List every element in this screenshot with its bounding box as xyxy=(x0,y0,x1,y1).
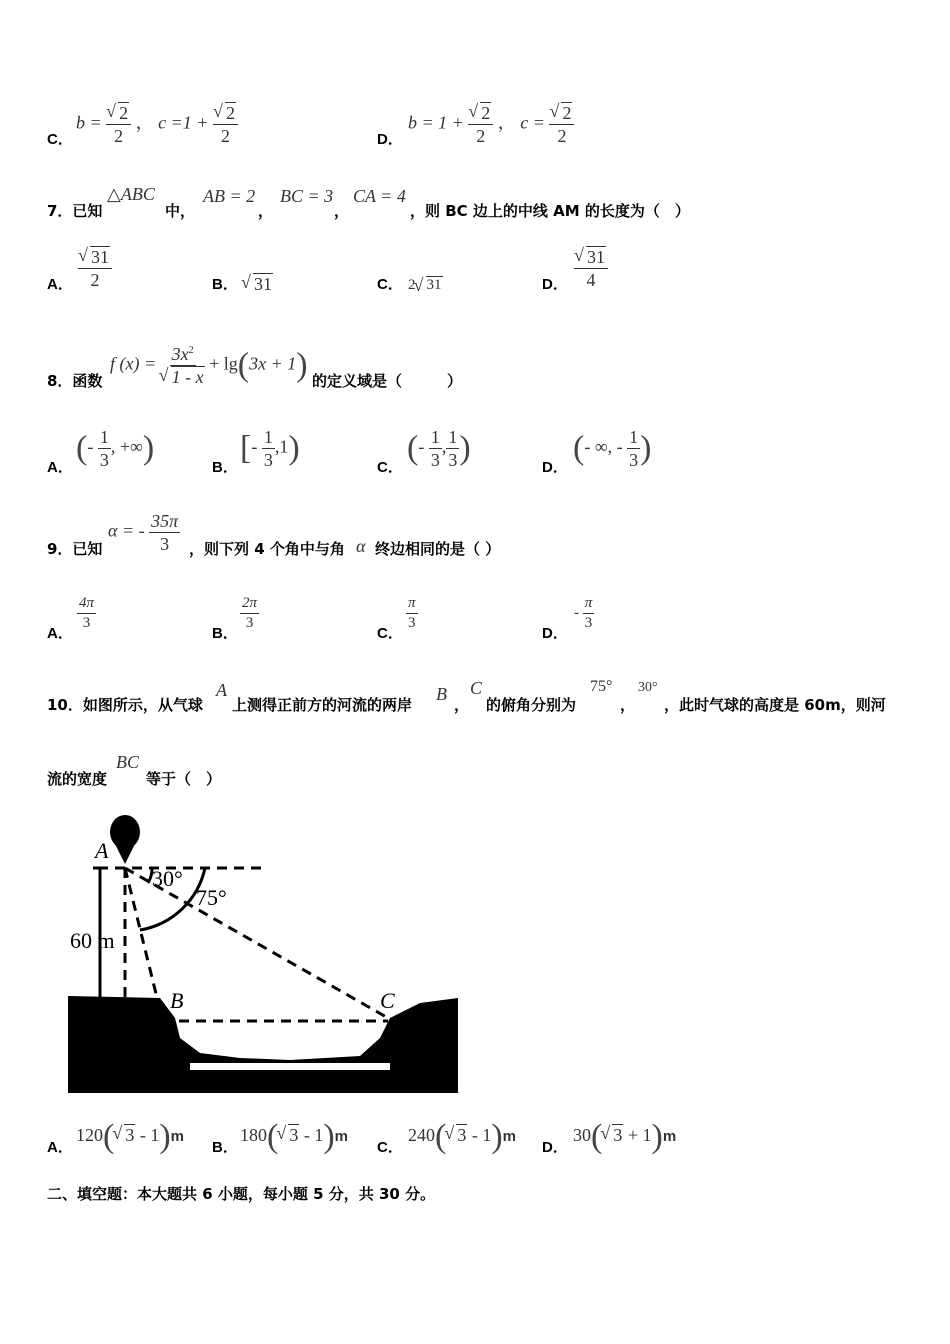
q7-option-c-label: C． xyxy=(377,276,403,293)
q10-option-c-label: C． xyxy=(377,1139,403,1156)
q6-c-b: b = xyxy=(76,112,102,133)
river-water xyxy=(200,1032,380,1043)
sqrt-rad: 2 xyxy=(225,103,235,123)
q10-option-a-label: A． xyxy=(47,1139,73,1156)
q8-option-b: [- $\frac{1}{3}$ ,1) xyxy=(240,427,300,470)
den: 2 xyxy=(220,126,230,146)
fig-label-A: A xyxy=(95,838,109,863)
sqrt-rad: 31 xyxy=(587,247,605,267)
q10-comma: ， xyxy=(454,696,470,714)
unit: m xyxy=(334,1128,348,1146)
den: 3 xyxy=(263,450,273,470)
q9-tail2: 终边相同的是（ ） xyxy=(375,540,501,558)
balloon-basket xyxy=(115,844,135,864)
sqrt-rad: 3 xyxy=(613,1125,623,1146)
q7-option-d-label: D． xyxy=(542,276,568,293)
num: 1 xyxy=(430,427,440,447)
num: 1 xyxy=(448,427,458,447)
q10-option-b-label: B． xyxy=(212,1139,238,1156)
q7-comma2: ， xyxy=(334,202,350,220)
unit: m xyxy=(662,1128,677,1146)
num: π xyxy=(583,596,595,614)
sqrt-rad: 31 xyxy=(426,277,442,293)
q7-ca: CA = 4 xyxy=(353,186,406,206)
q10-line2-a: 流的宽度 xyxy=(47,770,108,788)
q8-option-a: (- $\frac{1}{3}$ , +∞) xyxy=(76,427,155,470)
unit: m xyxy=(170,1128,184,1146)
den: 3 xyxy=(448,450,458,470)
q7-tail: ，则 BC 边上的中线 AM 的长度为（ ） xyxy=(410,202,690,220)
q8-option-a-label: A． xyxy=(47,459,73,476)
q9-option-a-label: A． xyxy=(47,625,73,642)
unit: m xyxy=(502,1128,516,1146)
sqrt-rad: 2 xyxy=(481,103,491,123)
pre: - xyxy=(251,436,258,457)
q6-c-c: c =1 + xyxy=(158,112,209,133)
sqrt-rad: 31 xyxy=(254,274,272,294)
num: 3x xyxy=(171,344,189,364)
q10-option-d: 30(√ 3 + 1)m xyxy=(573,1120,676,1154)
q7-number: 7．已知 xyxy=(47,202,103,220)
sep: ， xyxy=(497,112,516,133)
den: 3 xyxy=(629,450,639,470)
op: + 1 xyxy=(627,1125,652,1146)
q7-option-d xyxy=(574,248,608,289)
q8-tail: 的定义域是（ ） xyxy=(312,372,463,390)
q7-option-a xyxy=(78,248,112,289)
sqrt-rad: 1 - x xyxy=(171,367,204,387)
section-2-heading: 二、填空题：本大题共 6 小题，每小题 5 分，共 30 分。 xyxy=(47,1185,436,1203)
coef: 2 xyxy=(408,277,416,293)
lg: + lg xyxy=(209,353,238,374)
q6-option-d-formula xyxy=(408,104,574,145)
post: ,1 xyxy=(274,436,289,457)
q10-deg30: 30° xyxy=(638,680,658,695)
q9-alpha xyxy=(108,512,180,553)
coef: 120 xyxy=(76,1125,103,1146)
den: 2 xyxy=(114,126,124,146)
river-banks xyxy=(68,996,458,1093)
op: - 1 xyxy=(471,1125,492,1146)
sqrt-rad: 3 xyxy=(125,1125,135,1146)
q8-number: 8．函数 xyxy=(47,372,103,390)
q10-A: A xyxy=(216,680,227,700)
q7-option-a-label: A． xyxy=(47,276,73,293)
q10-C: C xyxy=(470,678,483,698)
q7-ab: AB = 2 xyxy=(203,186,256,206)
q6-option-d-label: D． xyxy=(377,131,403,148)
sqrt-rad: 2 xyxy=(562,103,572,123)
fig-angle-30: 30° xyxy=(152,866,183,891)
q9-tail1: ，则下列 4 个角中与角 xyxy=(189,540,345,558)
den: 3 xyxy=(82,615,91,631)
q9-number: 9．已知 xyxy=(47,540,103,558)
q7-mid: 中， xyxy=(165,202,196,220)
q10-option-d-label: D． xyxy=(542,1139,568,1156)
balloon-icon xyxy=(110,815,140,849)
q10-deg75: 75° xyxy=(590,678,613,695)
q10-line1-b: 上测得正前方的河流的两岸 xyxy=(232,696,413,714)
q6-option-c-label: C． xyxy=(47,131,73,148)
den: 3 xyxy=(584,615,593,631)
river-gap xyxy=(190,1063,390,1070)
fig-angle-75: 75° xyxy=(196,885,227,910)
den: 2 xyxy=(476,126,486,146)
den: 3 xyxy=(160,534,170,554)
num: 1 xyxy=(629,427,639,447)
coef: 180 xyxy=(240,1125,267,1146)
q9-option-c xyxy=(406,596,418,631)
q10-option-c: 240(√ 3 - 1)m xyxy=(408,1120,516,1154)
q10-figure xyxy=(60,808,470,1106)
fig-label-B: B xyxy=(170,988,184,1013)
fig-label-C: C xyxy=(380,988,395,1013)
q9-option-d xyxy=(574,596,594,631)
q8-option-c: (- $\frac{1}{3}$ , $\frac{1}{3}$ ) xyxy=(407,427,471,470)
q7-comma1: ， xyxy=(258,202,274,220)
q10-option-a: 120(√ 3 - 1)m xyxy=(76,1120,184,1154)
q7-option-b xyxy=(243,274,273,295)
pre: - xyxy=(418,436,425,457)
q8-option-d-label: D． xyxy=(542,459,568,476)
q8-option-c-label: C． xyxy=(377,459,403,476)
fig-height: 60 m xyxy=(70,928,115,953)
den: 4 xyxy=(586,270,596,290)
q8-option-d: (- ∞, - $\frac{1}{3}$ ) xyxy=(573,427,652,470)
pre: - xyxy=(574,604,579,621)
fx: f (x) = xyxy=(110,353,157,374)
pre: - xyxy=(87,436,94,457)
q6-option-c-formula xyxy=(76,104,238,145)
den: 2 xyxy=(90,270,100,290)
q10-line1-c: 的俯角分别为 xyxy=(486,696,577,714)
q10-BC: BC xyxy=(116,752,140,772)
q10-option-b: 180(√ 3 - 1)m xyxy=(240,1120,348,1154)
post: , +∞ xyxy=(110,436,143,457)
op: - 1 xyxy=(303,1125,324,1146)
pre: - ∞, - xyxy=(584,436,623,457)
exp: 2 xyxy=(188,345,194,356)
q10-line1-a: 10．如图所示，从气球 xyxy=(47,696,203,714)
q9-alpha2: α xyxy=(356,536,366,556)
num: 4π xyxy=(77,596,96,614)
den: 3 xyxy=(408,615,416,631)
q7-option-c xyxy=(408,277,443,294)
q10-line1-d: ，此时气球的高度是 60m，则河 xyxy=(664,696,886,714)
num: 35π xyxy=(151,511,179,531)
sep: ， xyxy=(135,112,154,133)
sqrt-rad: 3 xyxy=(457,1125,467,1146)
op: - 1 xyxy=(139,1125,160,1146)
q9-option-d-label: D． xyxy=(542,625,568,642)
q6-d-b: b = 1 + xyxy=(408,112,464,133)
den: 3 xyxy=(430,450,440,470)
q8-formula: f (x) = $3x^2$ √ 1 - x + lg(3x + 1) xyxy=(110,345,308,386)
num: 1 xyxy=(99,427,109,447)
den: 3 xyxy=(245,615,254,631)
q7-option-b-label: B． xyxy=(212,276,238,293)
sqrt-rad: 3 xyxy=(289,1125,299,1146)
coef: 30 xyxy=(573,1125,591,1146)
sqrt-rad: 31 xyxy=(91,247,109,267)
q6-d-c: c = xyxy=(520,112,545,133)
q9-option-c-label: C． xyxy=(377,625,403,642)
q8-option-b-label: B． xyxy=(212,459,238,476)
alpha: α = - xyxy=(108,520,145,541)
num: 1 xyxy=(263,427,273,447)
den: 3 xyxy=(99,450,109,470)
q10-B: B xyxy=(436,684,447,704)
den: 2 xyxy=(557,126,567,146)
q10-comma2: ， xyxy=(620,696,636,714)
q7-bc: BC = 3 xyxy=(280,186,334,206)
q9-option-b-label: B． xyxy=(212,625,238,642)
q9-option-a xyxy=(77,596,96,631)
mid: , xyxy=(441,436,447,457)
num: π xyxy=(406,596,418,614)
coef: 240 xyxy=(408,1125,435,1146)
q10-line2-b: 等于（ ） xyxy=(146,770,222,788)
sqrt-rad: 2 xyxy=(119,103,129,123)
arg: 3x + 1 xyxy=(249,353,297,374)
q7-triangle: △ABC xyxy=(107,184,155,204)
num: 2π xyxy=(240,596,259,614)
q9-option-b xyxy=(240,596,259,631)
